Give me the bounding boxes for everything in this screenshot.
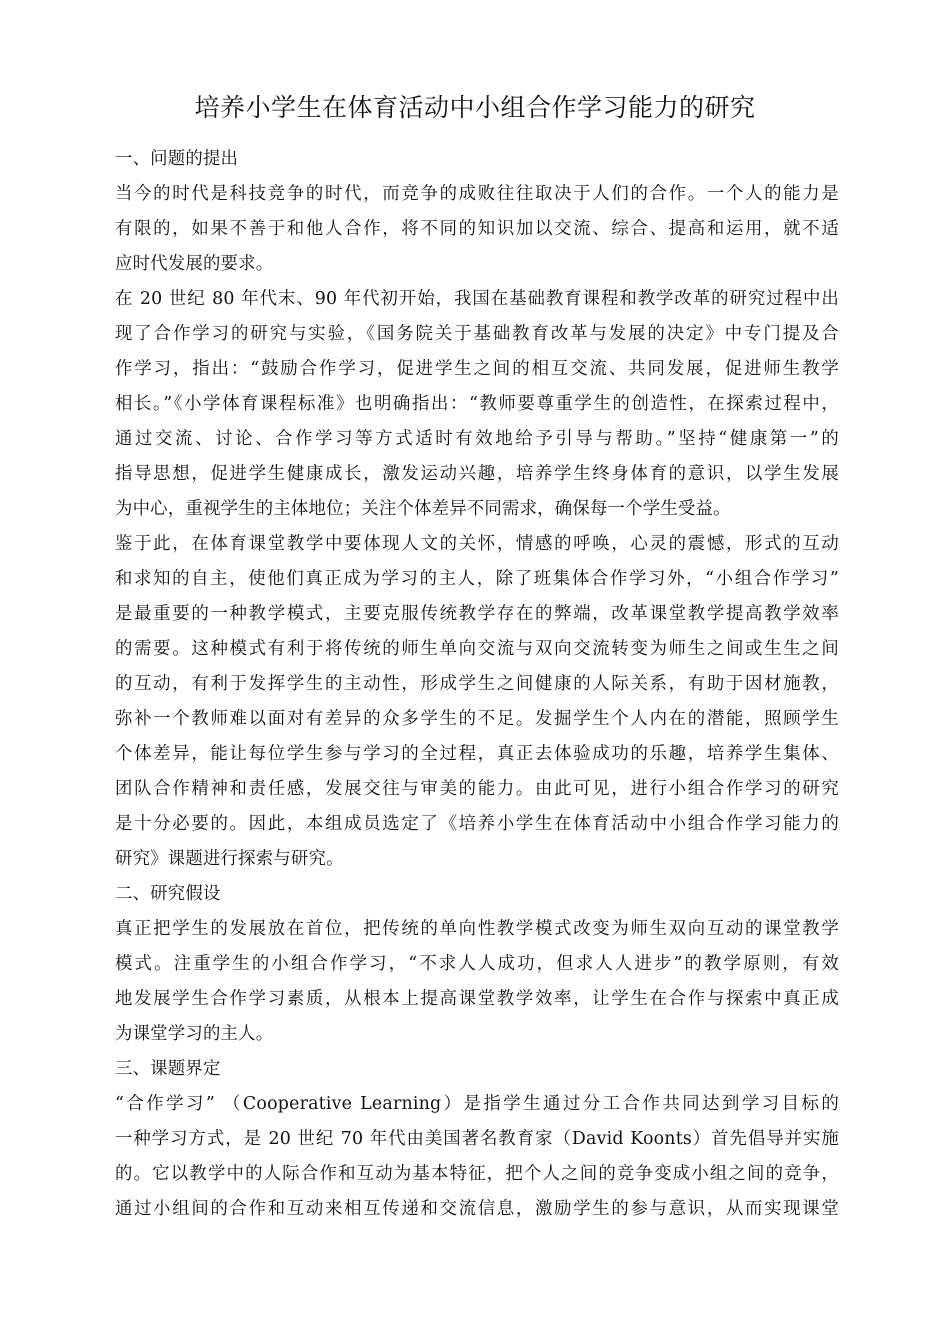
- text-line: “合作学习” （Cooperative Learning）是指学生通过分工合作共同达到学习目标的: [115, 1094, 839, 1114]
- text-line: 个体差异，能让每位学生参与学习的全过程，真正去体验成功的乐趣，培养学生集体、: [115, 744, 839, 764]
- text-line: 作学习，指出：“鼓励合作学习，促进学生之间的相互交流、共同发展，促进师生教学: [115, 359, 839, 379]
- paragraph: [115, 912, 839, 1052]
- text-line: 为中心，重视学生的主体地位；关注个体差异不同需求，确保每一个学生受益。: [115, 499, 731, 519]
- document-title: 培养小学生在体育活动中小组合作学习能力的研究: [194, 93, 756, 122]
- text-line: 的。它以教学中的人际合作和互动为基本特征，把个人之间的竞争变成小组之间的竞争，: [115, 1164, 839, 1184]
- text-line: 通过交流、讨论、合作学习等方式适时有效地给予引导与帮助。”坚持“健康第一”的: [115, 429, 839, 449]
- text-line: 在 20 世纪 80 年代末、90 年代初开始，我国在基础教育课程和教学改革的研究过程中出: [115, 289, 839, 309]
- text-line: 当今的时代是科技竞争的时代，而竞争的成败往往取决于人们的合作。一个人的能力是: [115, 184, 839, 204]
- text-line: 地发展学生合作学习素质，从根本上提高课堂教学效率，让学生在合作与探索中真正成: [115, 989, 839, 1009]
- text-line: 相长。”《小学体育课程标准》也明确指出：“教师要尊重学生的创造性，在探索过程中，: [115, 394, 839, 414]
- text-line: 团队合作精神和责任感，发展交往与审美的能力。由此可见，进行小组合作学习的研究: [115, 779, 839, 799]
- text-line: 一种学习方式，是 20 世纪 70 年代由美国著名教育家（David Koonts）首先倡导并实施: [115, 1129, 839, 1149]
- text-line: 通过小组间的合作和互动来相互传递和交流信息，激励学生的参与意识，从而实现课堂: [115, 1199, 839, 1219]
- text-line: 是最重要的一种教学模式，主要克服传统教学存在的弊端，改革课堂教学提高教学效率: [115, 604, 839, 624]
- paragraph: [115, 527, 839, 877]
- paragraph: [115, 177, 839, 282]
- text-line: 有限的，如果不善于和他人合作，将不同的知识加以交流、综合、提高和运用，就不适: [115, 219, 839, 239]
- text-line: 现了合作学习的研究与实验，《国务院关于基础教育改革与发展的决定》中专门提及合: [115, 324, 839, 344]
- text-line: 真正把学生的发展放在首位，把传统的单向性教学模式改变为师生双向互动的课堂教学: [115, 919, 839, 939]
- text-line: 是十分必要的。因此，本组成员选定了《培养小学生在体育活动中小组合作学习能力的: [115, 814, 839, 834]
- text-line: 为课堂学习的主人。: [115, 1024, 274, 1044]
- section-heading: 一、问题的提出: [115, 149, 239, 169]
- text-line: 的互动，有利于发挥学生的主动性，形成学生之间健康的人际关系，有助于因材施教，: [115, 674, 839, 694]
- text-line: 研究》课题进行探索与研究。: [115, 849, 344, 869]
- section-heading: 三、课题界定: [115, 1059, 221, 1079]
- paragraph: [115, 1087, 839, 1227]
- document-body: [115, 142, 839, 1227]
- text-line: 模式。注重学生的小组合作学习，“不求人人成功，但求人人进步”的教学原则，有效: [115, 954, 839, 974]
- text-line: 弥补一个教师难以面对有差异的众多学生的不足。发掘学生个人内在的潜能，照顾学生: [115, 709, 839, 729]
- text-line: 的需要。这种模式有利于将传统的师生单向交流与双向交流转变为师生之间或生生之间: [115, 639, 839, 659]
- text-line: 鉴于此，在体育课堂教学中要体现人文的关怀，情感的呼唤，心灵的震憾，形式的互动: [115, 534, 839, 554]
- text-line: 和求知的自主，使他们真正成为学习的主人，除了班集体合作学习外，“小组合作学习”: [115, 569, 839, 589]
- paragraph: [115, 282, 839, 527]
- text-line: 应时代发展的要求。: [115, 254, 274, 274]
- section-heading: 二、研究假设: [115, 884, 221, 904]
- text-line: 指导思想，促进学生健康成长，激发运动兴趣，培养学生终身体育的意识，以学生发展: [115, 464, 839, 484]
